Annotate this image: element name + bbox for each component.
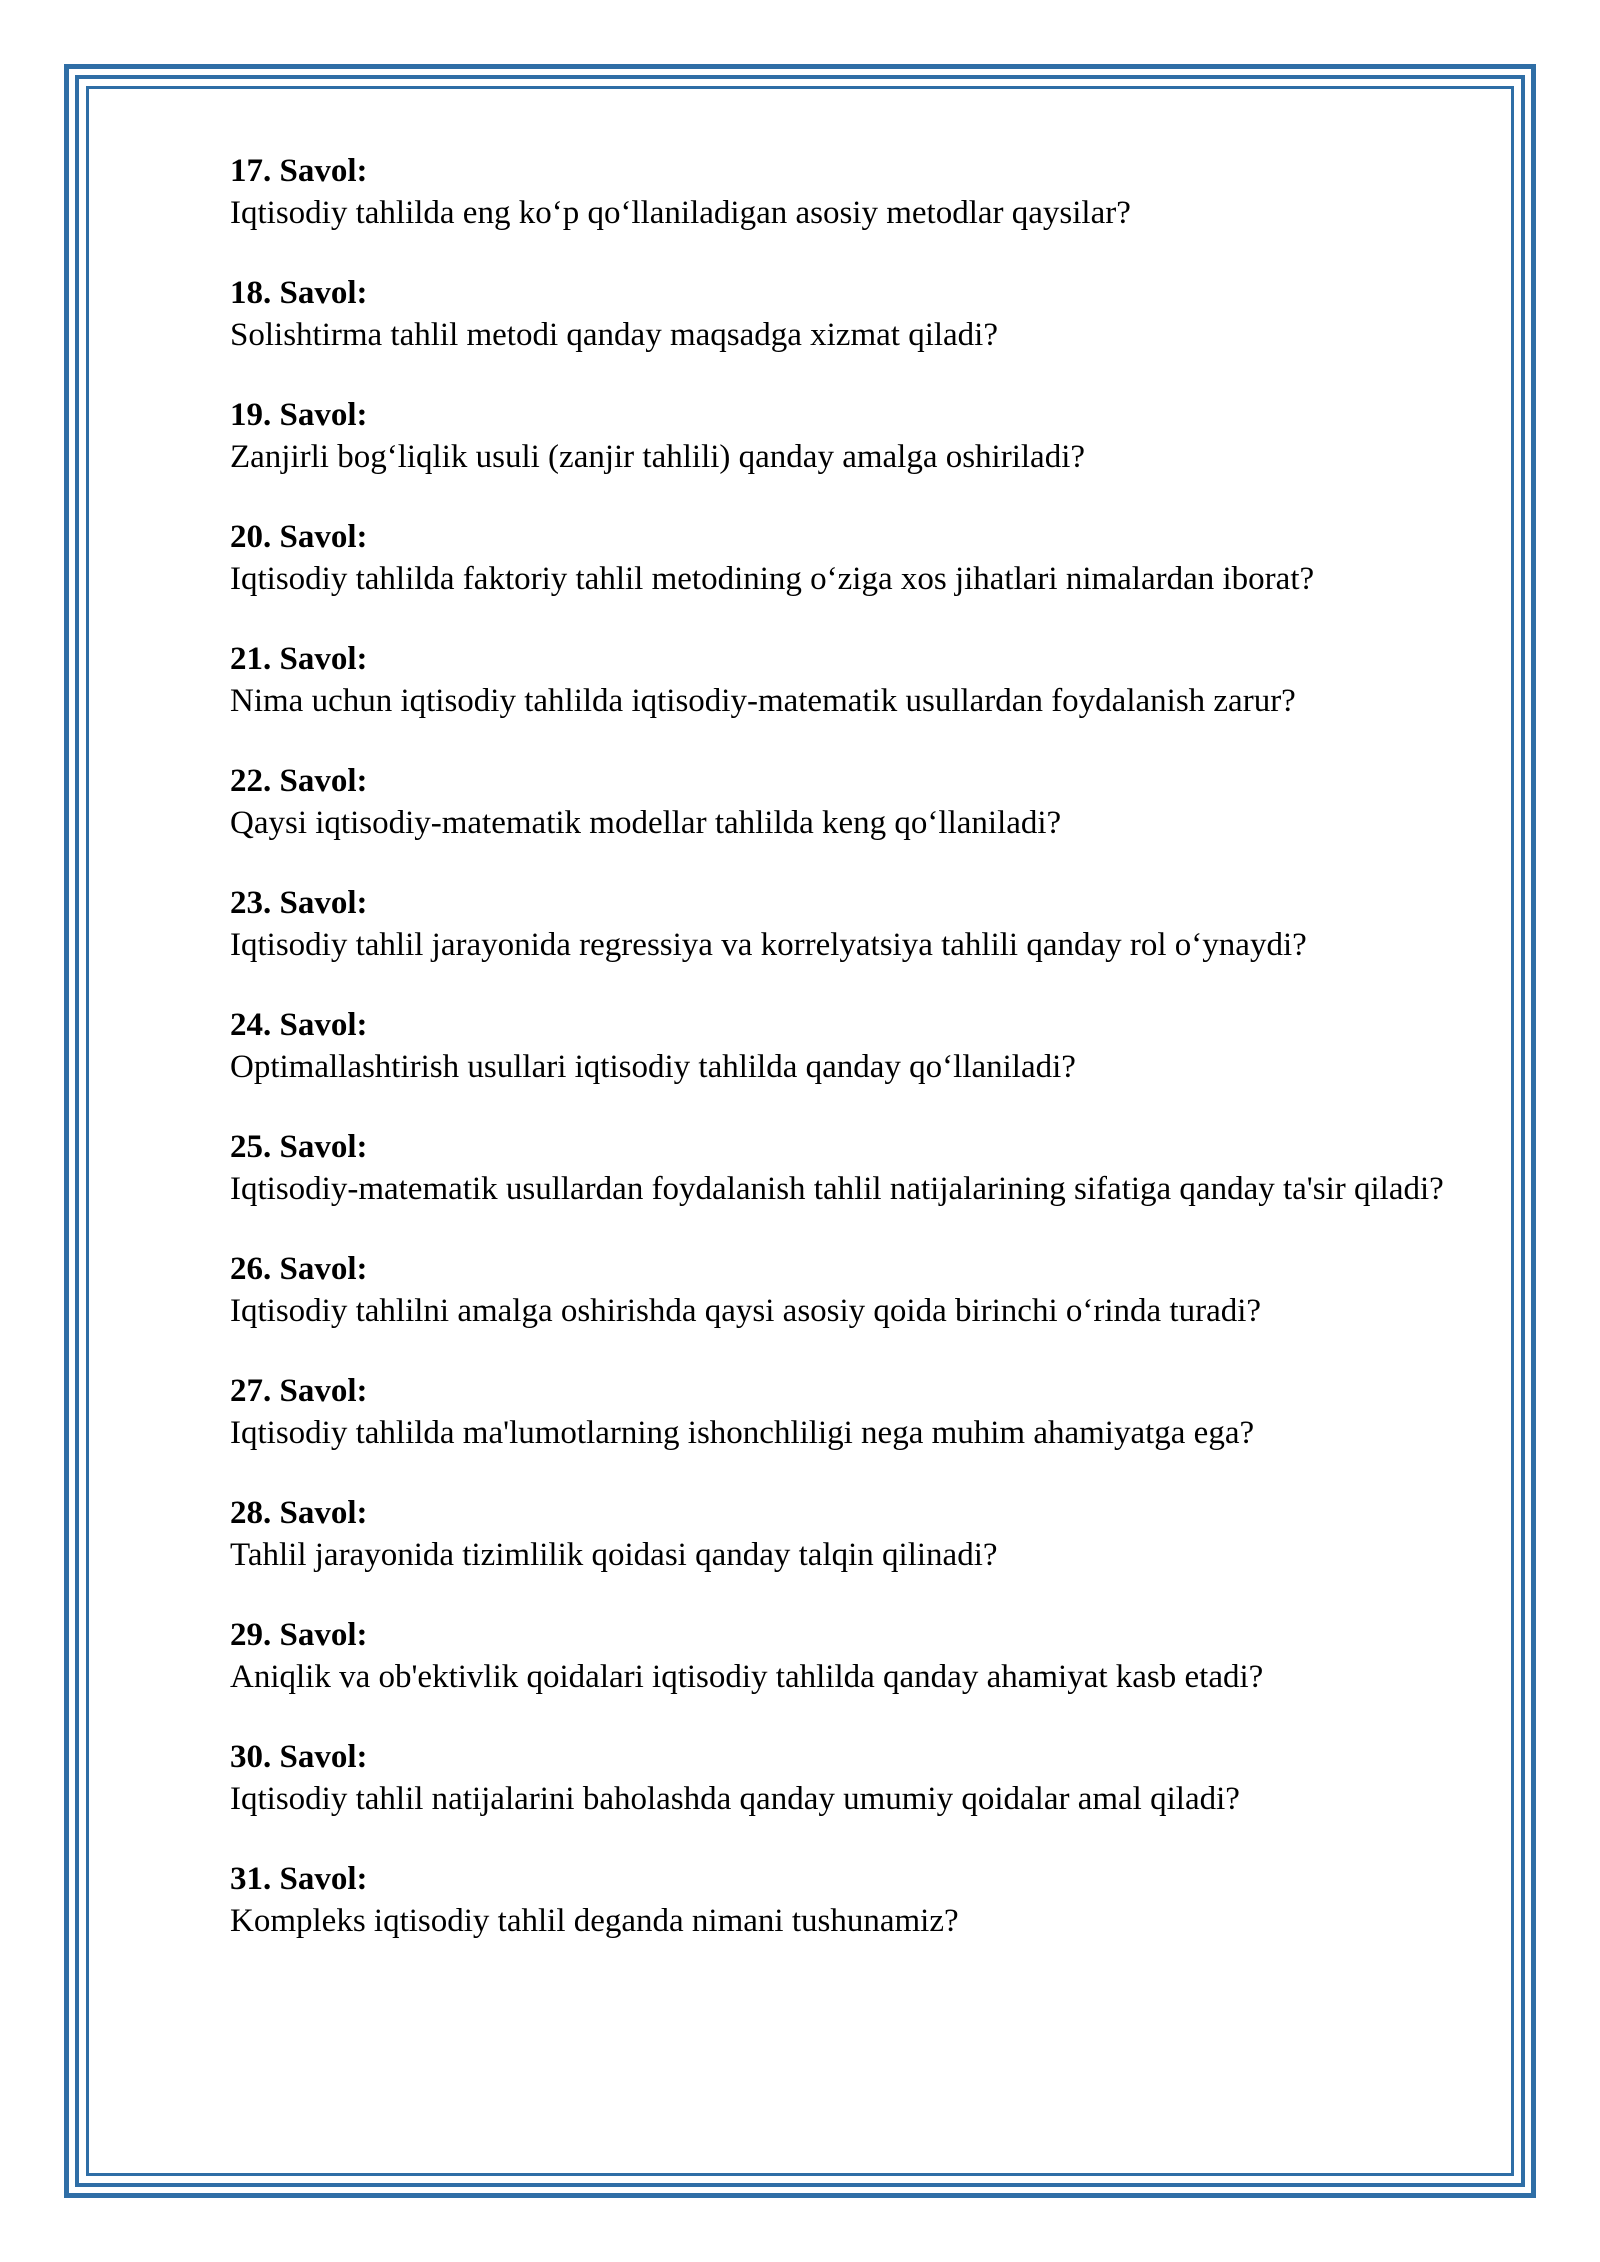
question-title: 28. Savol: xyxy=(230,1495,368,1531)
question-list xyxy=(230,150,1490,1980)
question-text: Nima uchun iqtisodiy tahlilda iqtisodiy-matematik usullardan foydalanish zarur? xyxy=(230,683,1296,719)
question-text: Iqtisodiy tahlil jarayonida regressiya va korrelyatsiya tahlili qanday rol o‘ynaydi? xyxy=(230,927,1307,963)
question-item xyxy=(230,638,1490,722)
question-item xyxy=(230,1126,1490,1210)
question-title: 29. Savol: xyxy=(230,1617,368,1653)
question-item xyxy=(230,150,1490,234)
question-item xyxy=(230,272,1490,356)
question-item xyxy=(230,1492,1490,1576)
question-item xyxy=(230,1370,1490,1454)
question-title: 20. Savol: xyxy=(230,519,368,555)
question-title: 30. Savol: xyxy=(230,1739,368,1775)
question-title: 23. Savol: xyxy=(230,885,368,921)
question-title: 21. Savol: xyxy=(230,641,368,677)
question-text: Iqtisodiy tahlilda faktoriy tahlil metodining o‘ziga xos jihatlari nimalardan iborat? xyxy=(230,561,1315,597)
question-text: Qaysi iqtisodiy-matematik modellar tahlilda keng qo‘llaniladi? xyxy=(230,805,1062,841)
question-title: 27. Savol: xyxy=(230,1373,368,1409)
question-text: Aniqlik va ob'ektivlik qoidalari iqtisodiy tahlilda qanday ahamiyat kasb etadi? xyxy=(230,1659,1264,1695)
question-text: Iqtisodiy-matematik usullardan foydalanish tahlil natijalarining sifatiga qanday ta'sir qiladi? xyxy=(230,1171,1444,1207)
question-item xyxy=(230,1736,1490,1820)
question-title: 25. Savol: xyxy=(230,1129,368,1165)
question-text: Tahlil jarayonida tizimlilik qoidasi qanday talqin qilinadi? xyxy=(230,1537,998,1573)
question-title: 26. Savol: xyxy=(230,1251,368,1287)
question-text: Zanjirli bog‘liqlik usuli (zanjir tahlili) qanday amalga oshiriladi? xyxy=(230,439,1086,475)
question-text: Iqtisodiy tahlilda eng ko‘p qo‘llaniladigan asosiy metodlar qaysilar? xyxy=(230,195,1131,231)
question-item xyxy=(230,1248,1490,1332)
question-text: Iqtisodiy tahlilda ma'lumotlarning ishonchliligi nega muhim ahamiyatga ega? xyxy=(230,1415,1255,1451)
question-text: Kompleks iqtisodiy tahlil deganda nimani tushunamiz? xyxy=(230,1903,959,1939)
question-item xyxy=(230,394,1490,478)
question-item xyxy=(230,1858,1490,1942)
question-text: Solishtirma tahlil metodi qanday maqsadga xizmat qiladi? xyxy=(230,317,998,353)
question-item xyxy=(230,516,1490,600)
question-title: 19. Savol: xyxy=(230,397,368,433)
question-title: 24. Savol: xyxy=(230,1007,368,1043)
question-title: 17. Savol: xyxy=(230,153,368,189)
question-text: Iqtisodiy tahlil natijalarini baholashda qanday umumiy qoidalar amal qiladi? xyxy=(230,1781,1240,1817)
question-text: Optimallashtirish usullari iqtisodiy tahlilda qanday qo‘llaniladi? xyxy=(230,1049,1076,1085)
question-item xyxy=(230,1004,1490,1088)
question-title: 31. Savol: xyxy=(230,1861,368,1897)
question-title: 18. Savol: xyxy=(230,275,368,311)
question-item xyxy=(230,1614,1490,1698)
question-text: Iqtisodiy tahlilni amalga oshirishda qaysi asosiy qoida birinchi o‘rinda turadi? xyxy=(230,1293,1262,1329)
question-item xyxy=(230,760,1490,844)
question-item xyxy=(230,882,1490,966)
question-title: 22. Savol: xyxy=(230,763,368,799)
